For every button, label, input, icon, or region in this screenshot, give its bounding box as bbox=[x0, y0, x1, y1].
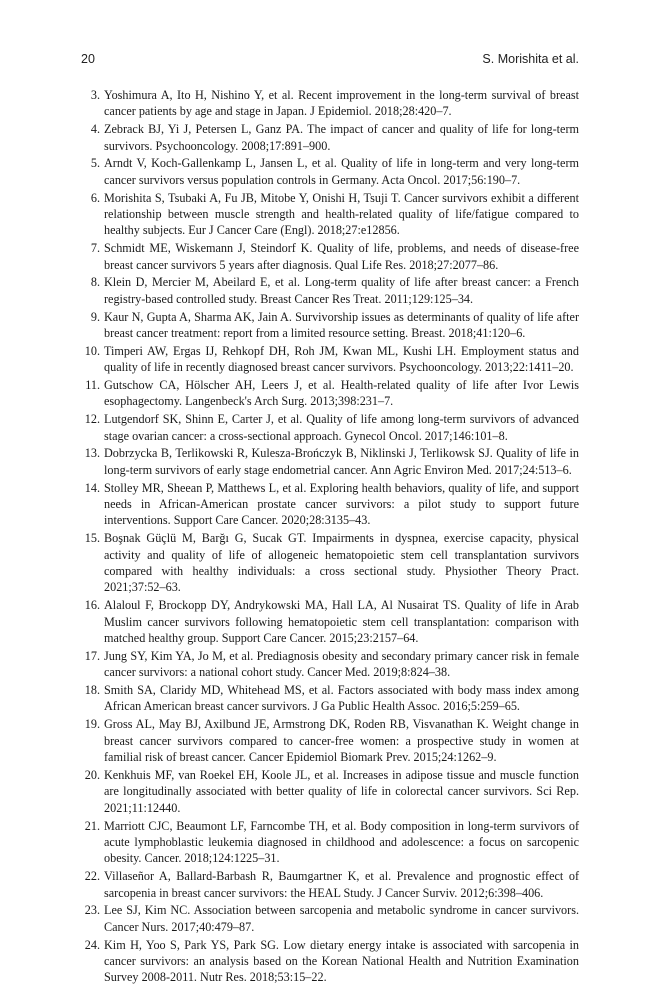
reference-item bbox=[81, 818, 579, 867]
reference-number: 5. bbox=[90, 156, 100, 171]
reference-number: 11. bbox=[85, 378, 100, 393]
reference-number: 24. bbox=[84, 937, 100, 952]
reference-text: Jung SY, Kim YA, Jo M, et al. Prediagnosis obesity and secondary primary cancer risk in female cancer survivors: a national cohort study. Cancer Med. 2019;8:824–38. bbox=[104, 648, 579, 680]
reference-text: Alaloul F, Brockopp DY, Andrykowski MA, Hall LA, Al Nusairat TS. Quality of life in Arab Muslim cancer survivors following hematopoietic stem cell transplantation: comparison with matched healthy group. Support Care Cancer. 2015;23:2157–64. bbox=[104, 598, 579, 646]
reference-number: 23. bbox=[84, 903, 100, 918]
reference-number: 4. bbox=[90, 122, 100, 137]
reference-text: Kaur N, Gupta A, Sharma AK, Jain A. Survivorship issues as determinants of quality of life after breast cancer treatment: report from a limited resource setting. Breast. 2018;41:120–6. bbox=[104, 309, 579, 341]
reference-number: 7. bbox=[90, 241, 100, 256]
reference-item bbox=[81, 937, 579, 986]
reference-number: 21. bbox=[84, 818, 100, 833]
reference-number: 17. bbox=[84, 648, 100, 663]
reference-list bbox=[81, 87, 579, 987]
reference-number: 18. bbox=[84, 683, 100, 698]
reference-item bbox=[81, 274, 579, 307]
reference-item bbox=[81, 767, 579, 816]
reference-text: Zebrack BJ, Yi J, Petersen L, Ganz PA. The impact of cancer and quality of life for long-term survivors. Psychooncology. 2008;17:891–900. bbox=[104, 122, 579, 153]
reference-text: Kim H, Yoo S, Park YS, Park SG. Low dietary energy intake is associated with sarcopenia in cancer survivors: an analysis based on the Korean National Health and Nutrition Examination Survey 2008-2011. Nutr Res. 2018;53:15–22. bbox=[104, 937, 579, 985]
reference-text: Arndt V, Koch-Gallenkamp L, Jansen L, et al. Quality of life in long-term and very long-term cancer survivors versus population controls in Germany. Acta Oncol. 2017;56:190–7. bbox=[104, 156, 579, 187]
reference-text: Gross AL, May BJ, Axilbund JE, Armstrong DK, Roden RB, Visvanathan K. Weight change in breast cancer survivors compared to cancer-free women: a prospective study in women at familial risk of breast cancer. Cancer Epidemiol Biomark Prev. 2015;24:1262–9. bbox=[104, 717, 579, 765]
running-head-authors: S. Morishita et al. bbox=[482, 52, 579, 66]
reference-item bbox=[81, 597, 579, 646]
reference-text: Lee SJ, Kim NC. Association between sarcopenia and metabolic syndrome in cancer survivors. Cancer Nurs. 2017;40:479–87. bbox=[104, 903, 579, 934]
running-header bbox=[81, 51, 579, 67]
reference-text: Klein D, Mercier M, Abeilard E, et al. Long-term quality of life after breast cancer: a French registry-based controlled study. Breast Cancer Res Treat. 2011;129:125–34. bbox=[104, 275, 579, 306]
reference-number: 9. bbox=[90, 309, 100, 324]
reference-item bbox=[81, 155, 579, 188]
page-number: 20 bbox=[81, 52, 95, 66]
reference-item bbox=[81, 716, 579, 765]
reference-text: Dobrzycka B, Terlikowski R, Kulesza-Brończyk B, Niklinski J, Terlikowsk SJ. Quality of life in long-term survivors of early stage endometrial cancer. Ann Agric Environ Med. 2017;24:513–6. bbox=[104, 446, 579, 477]
reference-item bbox=[81, 87, 579, 120]
reference-number: 20. bbox=[84, 767, 100, 782]
reference-text: Smith SA, Claridy MD, Whitehead MS, et al. Factors associated with body mass index among African American breast cancer survivors. J Ga Public Health Assoc. 2016;5:259–65. bbox=[104, 683, 579, 714]
reference-text: Timperi AW, Ergas IJ, Rehkopf DH, Roh JM, Kwan ML, Kushi LH. Employment status and quality of life in recently diagnosed breast cancer survivors. Psychooncology. 2013;22:1411–20. bbox=[104, 343, 579, 375]
reference-number: 22. bbox=[84, 869, 100, 884]
reference-item bbox=[81, 868, 579, 901]
reference-text: Villaseñor A, Ballard-Barbash R, Baumgartner K, et al. Prevalence and prognostic effect of sarcopenia in breast cancer survivors: the HEAL Study. J Cancer Surviv. 2012;6:398–406. bbox=[104, 869, 579, 900]
reference-item bbox=[81, 902, 579, 935]
reference-number: 14. bbox=[84, 480, 100, 495]
reference-item bbox=[81, 121, 579, 154]
reference-number: 3. bbox=[90, 88, 100, 102]
reference-number: 15. bbox=[84, 531, 100, 546]
reference-text: Stolley MR, Sheean P, Matthews L, et al. Exploring health behaviors, quality of life, and support needs in African-American prostate cancer survivors: a pilot study to support future interventions. Support Care Cancer. 2020;28:3135–43. bbox=[104, 480, 579, 528]
reference-text: Lutgendorf SK, Shinn E, Carter J, et al. Quality of life among long-term survivors of advanced stage ovarian cancer: a cross-sectional approach. Gynecol Oncol. 2017;146:101–8. bbox=[104, 412, 579, 443]
reference-item bbox=[81, 648, 579, 681]
reference-item bbox=[81, 190, 579, 239]
reference-text: Boşnak Güçlü M, Barğı G, Sucak GT. Impairments in dyspnea, exercise capacity, physical activity and quality of life of allogeneic hematopoietic stem cell transplantation survivors compared with healthy individuals: a cross sectional study. Physiother Theory Pract. 2021;37:52–63. bbox=[104, 531, 579, 595]
reference-item bbox=[81, 682, 579, 715]
reference-text: Morishita S, Tsubaki A, Fu JB, Mitobe Y, Onishi H, Tsuji T. Cancer survivors exhibit a different relationship between muscle strength and health-related quality of life/fatigue compared to healthy subjects. Eur J Cancer Care (Engl). 2018;27:e12856. bbox=[104, 190, 579, 238]
reference-item bbox=[81, 411, 579, 444]
reference-number: 8. bbox=[90, 275, 100, 290]
reference-text: Gutschow CA, Hölscher AH, Leers J, et al. Health-related quality of life after Ivor Lewis esophagectomy. Langenbeck's Arch Surg. 2013;398:231–7. bbox=[104, 378, 579, 409]
reference-text: Yoshimura A, Ito H, Nishino Y, et al. Recent improvement in the long-term survival of breast cancer patients by age and stage in Japan. J Epidemiol. 2018;28:420–7. bbox=[104, 88, 579, 119]
reference-item bbox=[81, 309, 579, 342]
reference-text: Kenkhuis MF, van Roekel EH, Koole JL, et al. Increases in adipose tissue and muscle function are longitudinally associated with better quality of life in colorectal cancer survivors. Sci Rep. 2021;11:12440. bbox=[104, 767, 579, 815]
reference-number: 19. bbox=[84, 717, 100, 732]
reference-item bbox=[81, 377, 579, 410]
reference-number: 16. bbox=[84, 598, 100, 613]
reference-item bbox=[81, 445, 579, 478]
reference-item bbox=[81, 240, 579, 273]
reference-number: 10. bbox=[84, 343, 100, 358]
reference-item bbox=[81, 480, 579, 529]
reference-item bbox=[81, 530, 579, 596]
reference-number: 6. bbox=[90, 190, 100, 205]
reference-number: 12. bbox=[84, 412, 100, 427]
reference-text: Marriott CJC, Beaumont LF, Farncombe TH, et al. Body composition in long-term survivors of acute lymphoblastic leukemia diagnosed in childhood and adolescence: a focus on sarcopenic obesity. Cancer. 2018;124:1225–31. bbox=[104, 818, 579, 866]
reference-item bbox=[81, 343, 579, 376]
reference-number: 13. bbox=[84, 446, 100, 461]
reference-text: Schmidt ME, Wiskemann J, Steindorf K. Quality of life, problems, and needs of disease-free breast cancer survivors 5 years after diagnosis. Qual Life Res. 2018;27:2077–86. bbox=[104, 241, 579, 272]
